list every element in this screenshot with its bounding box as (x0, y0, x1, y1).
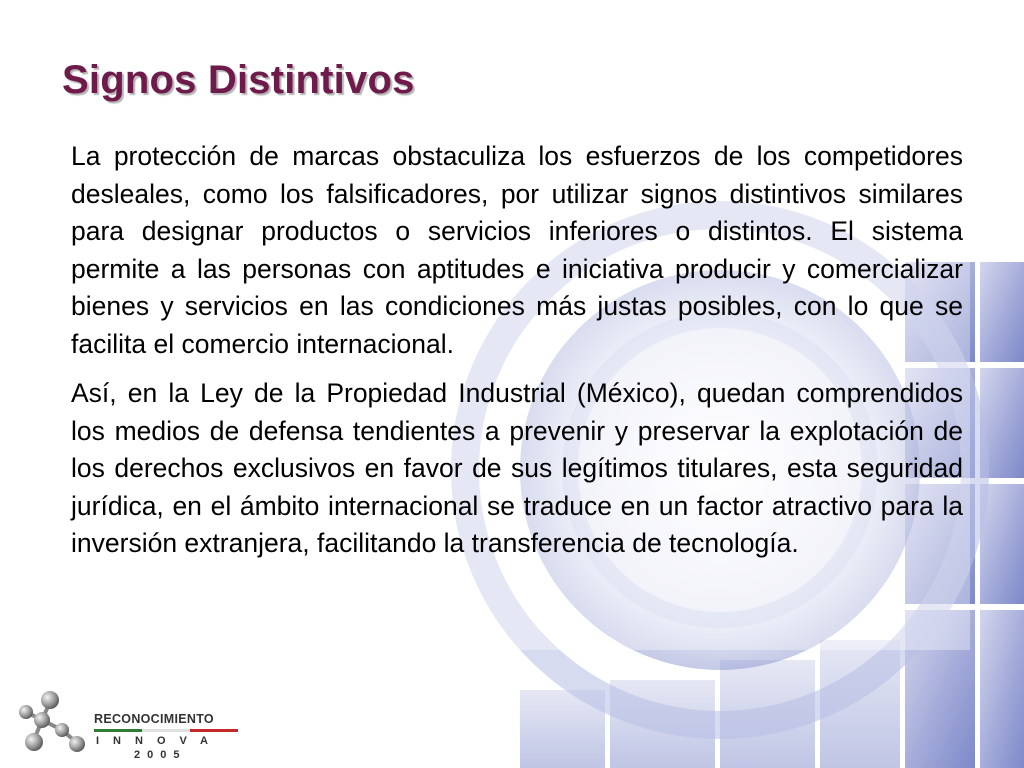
logo (12, 684, 252, 764)
logo-divider (142, 729, 190, 732)
logo-divider (190, 729, 238, 732)
logo-divider (94, 729, 142, 732)
logo-text-reconocimiento: RECONOCIMIENTO (94, 712, 214, 726)
molecule-icon (12, 684, 92, 764)
paragraph: Así, en la Ley de la Propiedad Industrial (México), quedan comprendidos los medios de defensa tendientes a prevenir y preservar la explotación de los derechos exclusivos en favor de sus legítimos titulares, esta seguridad jurídica, en el ámbito internacional se traduce en un factor atractivo para la inversión extranjera, facilitando la transferencia de tecnología. (71, 378, 963, 558)
page-title: Signos Distintivos (62, 58, 415, 102)
logo-text-year: 2005 (134, 749, 187, 761)
logo-text-innova: INNOVA (96, 735, 222, 747)
paragraph: La protección de marcas obstaculiza los esfuerzos de los competidores desleales, como los falsificadores, por utilizar signos distintivos similares para designar productos o servicios inferiores o distintos. El sistema permite a las personas con aptitudes e iniciativa producir y comercializar bienes y servicios en las condiciones más justas posibles, con lo que se facilita el comercio internacional. (71, 141, 963, 359)
body-text (71, 138, 963, 563)
